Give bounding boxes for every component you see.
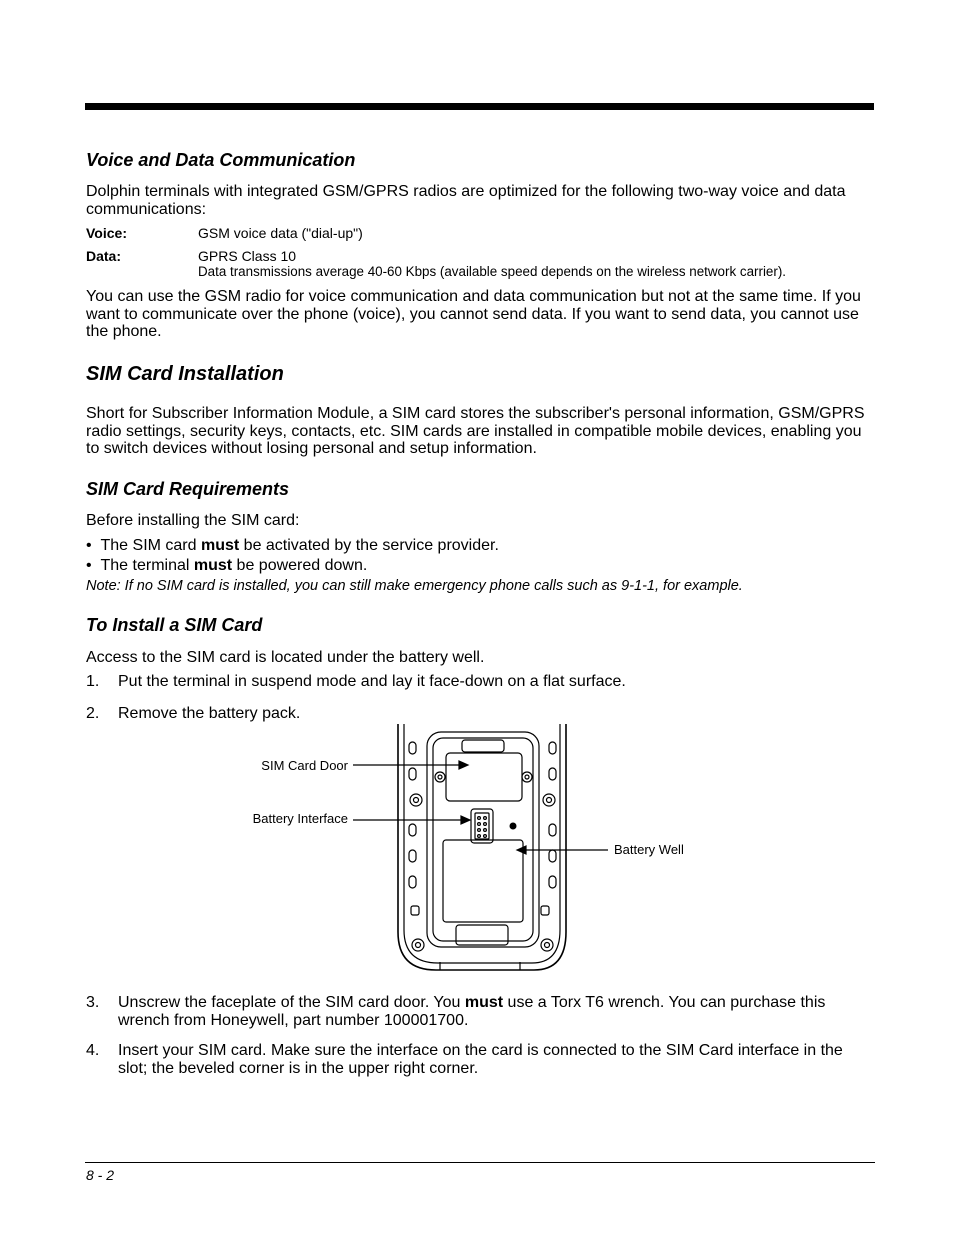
step-text: Put the terminal in suspend mode and lay it face-down on a flat surface. xyxy=(118,673,626,690)
battery-interface xyxy=(471,809,493,843)
label-battery-well: Battery Well xyxy=(614,842,684,857)
terminal-outline xyxy=(398,724,566,970)
section-heading-voice-data: Voice and Data Communication xyxy=(86,150,356,170)
install-intro: Access to the SIM card is located under the battery well. xyxy=(86,649,485,666)
indicator-dot xyxy=(510,823,517,830)
footer-rule xyxy=(85,1162,875,1163)
section-heading-sim-installation: SIM Card Installation xyxy=(86,363,284,385)
label-sim-card-door: SIM Card Door xyxy=(261,758,348,773)
sim-card-door xyxy=(446,753,522,801)
step-number: 2. xyxy=(86,705,100,722)
step-number: 3. xyxy=(86,994,100,1011)
def-data-line1: GPRS Class 10 xyxy=(198,248,297,264)
step-number: 4. xyxy=(86,1042,100,1059)
list-item: • The terminal must be powered down. xyxy=(86,557,368,574)
step-text: Unscrew the faceplate of the SIM card door. You must use a Torx T6 wrench. You can purchase this wrench from Honeywell, part number 100001700. xyxy=(118,994,826,1029)
voice-data-paragraph: You can use the GSM radio for voice communication and data communication but not at the same time. If you want to communicate over the phone (voice), you cannot send data. If you want to send data, you cannot use the phone. xyxy=(86,288,861,340)
bullet: • xyxy=(86,557,92,574)
def-data-line2: Data transmissions average 40-60 Kbps (available speed depends on the wireless network carrier). xyxy=(198,264,787,279)
step-text: Insert your SIM card. Make sure the interface on the card is connected to the SIM Card interface in the slot; the beveled corner is in the upper right corner. xyxy=(118,1042,843,1077)
def-voice: GSM voice data ("dial-up") xyxy=(198,225,363,241)
list-item: • The SIM card must be activated by the service provider. xyxy=(86,537,499,554)
bullet: • xyxy=(86,537,92,554)
step-number: 1. xyxy=(86,673,100,690)
section-heading-sim-requirements: SIM Card Requirements xyxy=(86,479,290,499)
step-text: Remove the battery pack. xyxy=(118,705,301,722)
label-battery-interface: Battery Interface xyxy=(252,811,348,826)
voice-data-intro: Dolphin terminals with integrated GSM/GPRS radios are optimized for the following two-way voice and data communications: xyxy=(86,183,846,218)
term-data: Data: xyxy=(86,248,122,264)
term-voice: Voice: xyxy=(86,225,127,241)
page-number: 8 - 2 xyxy=(86,1167,115,1183)
sim-installation-paragraph: Short for Subscriber Information Module, a SIM card stores the subscriber's personal information, GSM/GPRS radio settings, security keys, contacts, etc. SIM cards are installed in compatible mobile devices, enabling you to switch devices without losing personal and setup information. xyxy=(86,405,865,457)
header-rule xyxy=(85,103,874,110)
section-heading-install-sim: To Install a SIM Card xyxy=(86,615,263,635)
requirements-intro: Before installing the SIM card: xyxy=(86,512,300,529)
note: Note: If no SIM card is installed, you can still make emergency phone calls such as 9-1-1, for example. xyxy=(86,578,743,594)
